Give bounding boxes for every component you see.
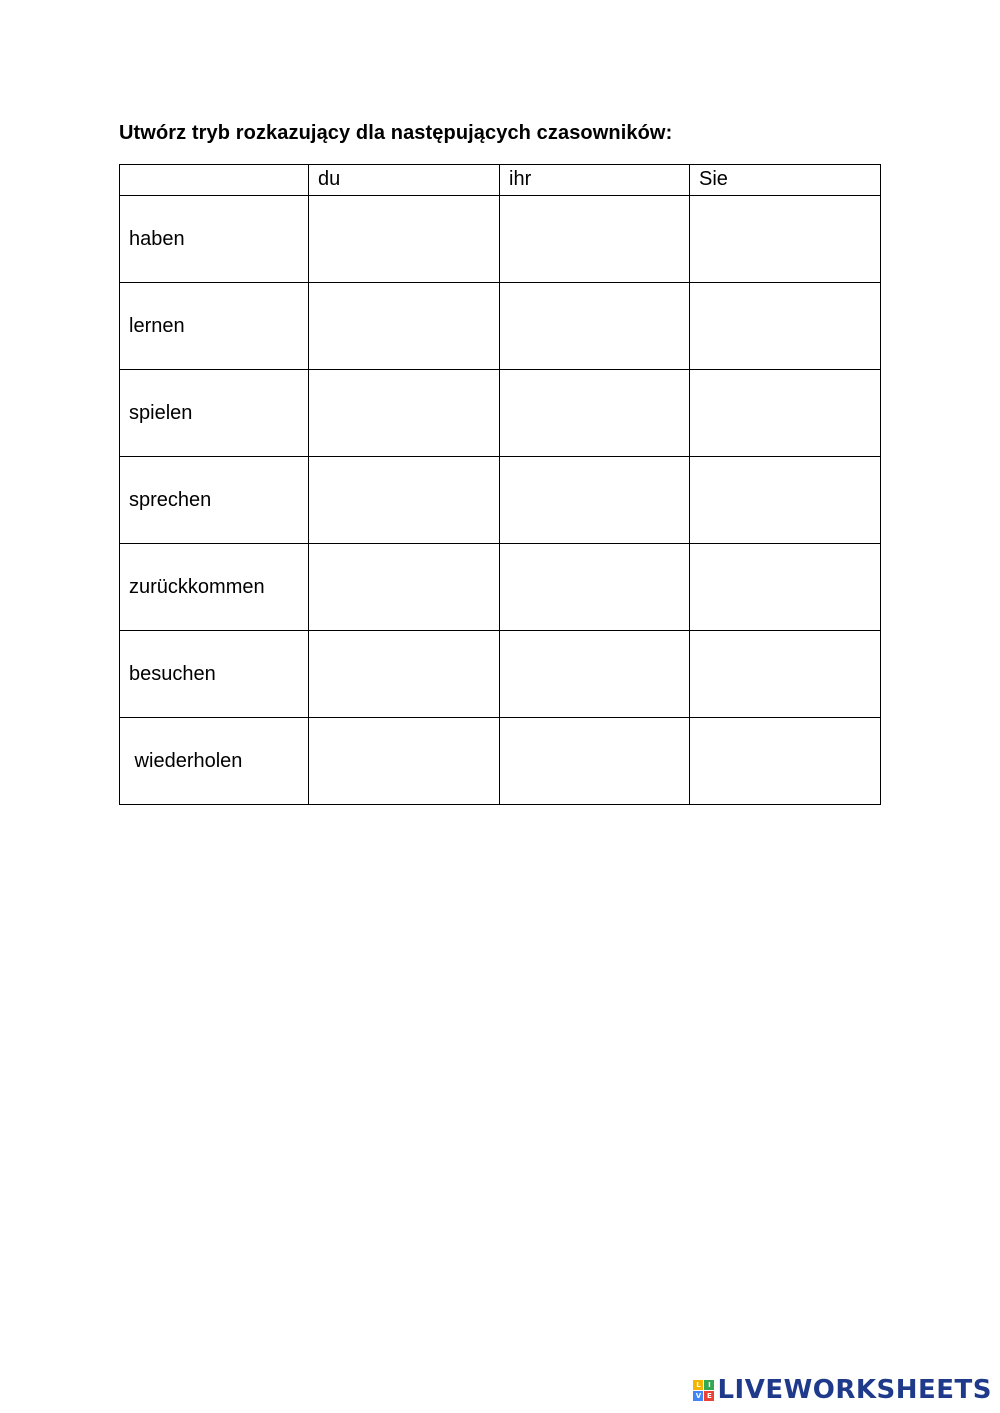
verb-label: spielen [120, 370, 309, 457]
table-row [120, 370, 881, 457]
answer-cell-du[interactable] [309, 196, 500, 283]
logo-mark-e: E [704, 1391, 714, 1401]
verb-label: sprechen [120, 457, 309, 544]
table-row [120, 544, 881, 631]
logo-mark-l: L [693, 1380, 703, 1390]
logo-mark-v: V [693, 1391, 703, 1401]
header-cell-ihr: ihr [500, 165, 690, 196]
table-header-row [120, 165, 881, 196]
answer-cell-du[interactable] [309, 718, 500, 805]
header-cell-du: du [309, 165, 500, 196]
answer-cell-sie[interactable] [690, 196, 881, 283]
answer-cell-sie[interactable] [690, 283, 881, 370]
answer-cell-sie[interactable] [690, 631, 881, 718]
answer-cell-ihr[interactable] [500, 631, 690, 718]
logo-mark-i: I [704, 1380, 714, 1390]
table-row [120, 196, 881, 283]
answer-cell-ihr[interactable] [500, 370, 690, 457]
answer-cell-du[interactable] [309, 457, 500, 544]
table-row [120, 457, 881, 544]
header-cell-sie: Sie [690, 165, 881, 196]
table-row [120, 631, 881, 718]
answer-cell-sie[interactable] [690, 718, 881, 805]
answer-cell-du[interactable] [309, 370, 500, 457]
liveworksheets-logo-text: LIVEWORKSHEETS [717, 1375, 992, 1405]
liveworksheets-logo-icon [693, 1380, 714, 1401]
verb-label: besuchen [120, 631, 309, 718]
verb-label: haben [120, 196, 309, 283]
page-title: Utwórz tryb rozkazujący dla następujących czasowników: [119, 122, 673, 144]
table-row [120, 718, 881, 805]
liveworksheets-logo [693, 1375, 992, 1405]
answer-cell-du[interactable] [309, 544, 500, 631]
header-cell-empty [120, 165, 309, 196]
answer-cell-ihr[interactable] [500, 196, 690, 283]
verb-label: wiederholen [120, 718, 309, 805]
answer-cell-sie[interactable] [690, 457, 881, 544]
answer-cell-ihr[interactable] [500, 718, 690, 805]
answer-cell-ihr[interactable] [500, 457, 690, 544]
answer-cell-ihr[interactable] [500, 544, 690, 631]
verb-label: lernen [120, 283, 309, 370]
answer-cell-du[interactable] [309, 631, 500, 718]
answer-cell-sie[interactable] [690, 370, 881, 457]
table-row [120, 283, 881, 370]
answer-cell-du[interactable] [309, 283, 500, 370]
answer-cell-sie[interactable] [690, 544, 881, 631]
verb-label: zurückkommen [120, 544, 309, 631]
verb-table [119, 164, 881, 805]
answer-cell-ihr[interactable] [500, 283, 690, 370]
